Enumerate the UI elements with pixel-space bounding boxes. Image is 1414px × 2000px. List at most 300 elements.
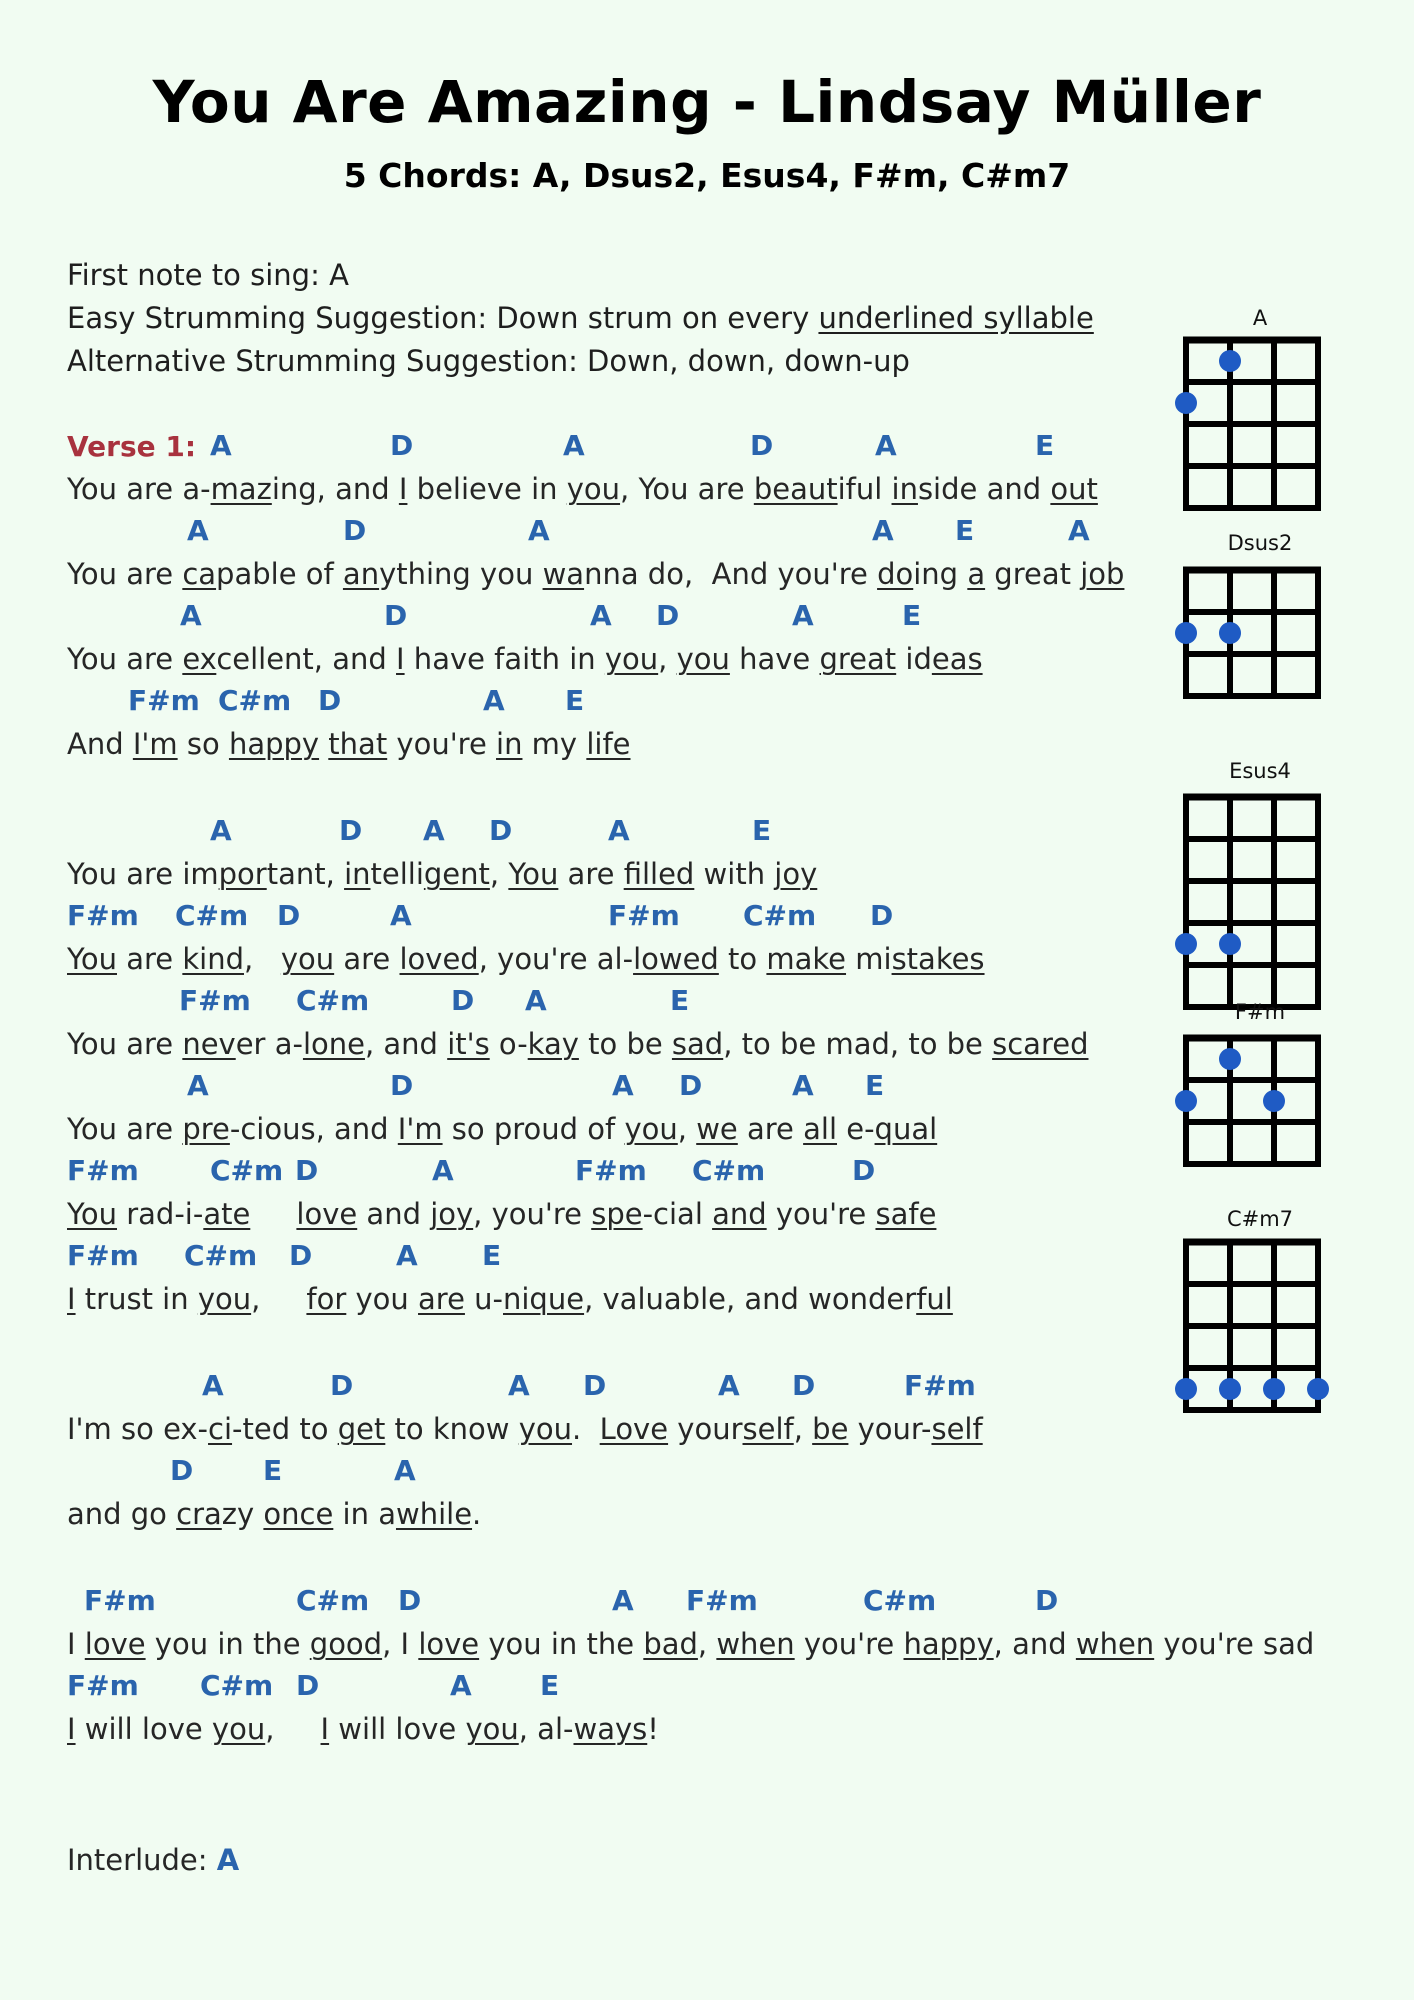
chord-label: E: [955, 514, 975, 547]
strum-syllable: love: [418, 1627, 480, 1661]
chord-summary: 5 Chords: A, Dsus2, Esus4, F#m, C#m7: [343, 156, 1071, 195]
strum-syllable: lowed: [633, 942, 719, 976]
chord-label: D: [343, 514, 367, 547]
lyric-line: [67, 1027, 1089, 1061]
strum-syllable: bad: [643, 1627, 698, 1661]
chord-label: A: [792, 599, 814, 632]
chord-label: A: [187, 514, 209, 547]
lyric-text: and go: [67, 1497, 177, 1531]
chord-label: E: [670, 984, 690, 1017]
easy-strumming-prefix: Easy Strumming Suggestion: Down strum on every: [67, 301, 819, 335]
lyric-text: , al-: [518, 1712, 574, 1746]
chord-label: A: [180, 599, 202, 632]
chord-label: A: [483, 684, 505, 717]
lyric-text: are: [558, 857, 624, 891]
strum-syllable: ex: [182, 642, 217, 676]
lyric-text: , you're al-: [478, 942, 634, 976]
chord-label: D: [384, 599, 408, 632]
chord-row: [0, 1584, 1200, 1620]
chord-label: D: [750, 429, 774, 462]
chord-label: A: [390, 899, 412, 932]
lyric-text: ,: [251, 1282, 307, 1316]
lyric-text: ,: [265, 1712, 321, 1746]
strum-syllable: joy: [774, 857, 818, 891]
lyric-text: And: [67, 727, 133, 761]
chord-row: [0, 514, 1200, 550]
chord-label: C#m: [218, 684, 292, 717]
strum-syllable: loved: [399, 942, 479, 976]
chord-label: D: [398, 1584, 422, 1617]
strum-syllable: you: [197, 1282, 252, 1316]
chord-diagram-label: A: [1252, 306, 1268, 330]
chord-label: E: [565, 684, 585, 717]
chord-label: E: [263, 1454, 283, 1487]
strum-syllable: you: [280, 942, 335, 976]
lyric-text: to know: [385, 1412, 519, 1446]
chord-label: D: [170, 1454, 194, 1487]
lyric-text: you're: [766, 1197, 876, 1231]
chord-label: F#m: [67, 1669, 139, 1702]
strum-syllable: out: [1050, 472, 1098, 506]
chord-label: A: [563, 429, 585, 462]
strum-syllable: I'm: [132, 727, 178, 761]
lyric-text: id: [896, 642, 932, 676]
strum-syllable: self: [742, 1412, 794, 1446]
chord-label: A: [423, 814, 445, 847]
chord-label: E: [865, 1069, 885, 1102]
strum-syllable: ways: [573, 1712, 648, 1746]
lyric-text: ing: [913, 557, 968, 591]
lyric-text: , You are: [620, 472, 754, 506]
lyric-text: , to be mad, to be: [723, 1027, 993, 1061]
interlude-line: [67, 1843, 239, 1877]
strum-syllable: in: [891, 472, 918, 506]
chord-label: F#m: [67, 1154, 139, 1187]
lyric-text: , I: [382, 1627, 419, 1661]
strum-syllable: you: [624, 1112, 678, 1146]
strum-syllable: when: [716, 1627, 795, 1661]
chord-label: F#m: [179, 984, 251, 1017]
chord-row: [0, 1669, 1200, 1705]
lyric-text: pable of: [216, 557, 343, 591]
lyric-text: ,: [658, 642, 677, 676]
chord-row: [0, 599, 1200, 635]
chord-diagram-label: F#m: [1234, 1000, 1286, 1024]
lyric-line: [67, 1712, 659, 1746]
chord-label: D: [489, 814, 513, 847]
lyric-line: [67, 472, 1098, 506]
lyric-text: -cial: [642, 1197, 713, 1231]
strum-syllable: kind: [182, 942, 244, 976]
strum-syllable: qual: [874, 1112, 938, 1146]
strum-syllable: You: [67, 1197, 117, 1231]
lyric-text: with: [694, 857, 775, 891]
lyric-line: [67, 557, 1124, 591]
lyric-text: I'm so ex-: [67, 1412, 209, 1446]
lyric-line: [67, 727, 631, 761]
lyric-text: you in the: [479, 1627, 644, 1661]
lyric-text: iful: [837, 472, 892, 506]
lyric-text: cellent, and: [216, 642, 397, 676]
lyric-line: [67, 942, 985, 976]
chord-diagram-label: Esus4: [1229, 759, 1291, 783]
chord-label: D: [451, 984, 475, 1017]
chord-label: A: [432, 1154, 454, 1187]
lyric-text: are: [737, 1112, 804, 1146]
lyric-text: ything you: [379, 557, 543, 591]
lyric-text: !: [647, 1712, 659, 1746]
strum-syllable: all: [803, 1112, 838, 1146]
lyric-text: you in the: [145, 1627, 310, 1661]
verse-label: Verse 1:: [67, 430, 197, 463]
lyric-text: tant,: [266, 857, 345, 891]
strum-syllable: and: [712, 1197, 767, 1231]
lyric-text: , and: [993, 1627, 1076, 1661]
lyric-text: ,: [697, 1627, 717, 1661]
lyric-text: You are im: [67, 857, 219, 891]
lyric-line: [67, 642, 983, 676]
chord-label: A: [528, 514, 550, 547]
strum-syllable: great: [819, 642, 897, 676]
lyric-text: ing, and: [271, 472, 399, 506]
lyric-text: o-: [489, 1027, 528, 1061]
lyric-line: [67, 1197, 936, 1231]
lyric-text: side and: [917, 472, 1051, 506]
chord-label: A: [792, 1069, 814, 1102]
finger-dot: [1263, 1090, 1285, 1112]
strum-syllable: I: [396, 642, 405, 676]
strum-syllable: when: [1075, 1627, 1155, 1661]
chord-label: C#m: [296, 984, 370, 1017]
chord-row: [0, 1239, 1200, 1275]
finger-dot: [1307, 1378, 1329, 1400]
chord-row: [0, 984, 1200, 1020]
chord-label: A: [202, 1369, 224, 1402]
strum-syllable: once: [263, 1497, 334, 1531]
strum-syllable: kay: [527, 1027, 579, 1061]
chord-label: E: [482, 1239, 502, 1272]
lyric-text: to: [718, 942, 767, 976]
strum-syllable: I: [67, 1712, 76, 1746]
strum-syllable: sad: [671, 1027, 724, 1061]
lyric-text: -ted to: [232, 1412, 338, 1446]
easy-strumming-text: [67, 301, 1094, 335]
chord-label: D: [656, 599, 680, 632]
strum-syllable: maz: [210, 472, 272, 506]
strum-syllable: get: [337, 1412, 386, 1446]
lyric-line: [67, 1627, 1314, 1661]
chord-label: D: [1035, 1584, 1059, 1617]
finger-dot: [1219, 350, 1241, 372]
chord-label: C#m: [175, 899, 249, 932]
chord-label: E: [1035, 429, 1055, 462]
chord-label: D: [870, 899, 894, 932]
chord-label: A: [187, 1069, 209, 1102]
lyric-text: have faith in: [404, 642, 605, 676]
lyric-text: will love: [75, 1712, 212, 1746]
chord-label: C#m: [210, 1154, 284, 1187]
chord-label: F#m: [128, 684, 200, 717]
lyric-text: , you're: [473, 1197, 592, 1231]
finger-dot: [1175, 1378, 1197, 1400]
lyric-text: you're sad: [1154, 1627, 1315, 1661]
chord-label: D: [339, 814, 363, 847]
lyric-text: will love: [329, 1712, 466, 1746]
lyric-text: you: [346, 1282, 419, 1316]
lyric-text: .: [572, 1412, 600, 1446]
strum-syllable: life: [586, 727, 631, 761]
chord-row: [0, 1154, 1200, 1190]
lyric-text: , valuable, and wonder: [584, 1282, 917, 1316]
lyric-text: u-: [464, 1282, 503, 1316]
chord-label: D: [852, 1154, 876, 1187]
fretboard-grid: [1174, 1034, 1334, 1180]
strum-syllable: You: [67, 942, 117, 976]
chord-label: A: [210, 429, 232, 462]
lyric-text: great: [985, 557, 1081, 591]
lyric-line: [67, 1412, 983, 1446]
strum-syllable: you: [518, 1412, 573, 1446]
strum-syllable: stakes: [891, 942, 985, 976]
chord-label: A: [394, 1454, 416, 1487]
lyric-text: your: [668, 1412, 743, 1446]
strum-syllable: ci: [208, 1412, 233, 1446]
strum-syllable: good: [309, 1627, 383, 1661]
strum-syllable: while: [395, 1497, 473, 1531]
lyric-text: ,: [793, 1412, 813, 1446]
strum-syllable: pre: [182, 1112, 230, 1146]
lyric-text: you're: [794, 1627, 904, 1661]
lyric-line: [67, 1112, 937, 1146]
finger-dot: [1219, 622, 1241, 644]
lyric-text: ,: [243, 942, 281, 976]
strum-syllable: make: [766, 942, 847, 976]
strum-syllable: spe: [591, 1197, 643, 1231]
finger-dot: [1219, 933, 1241, 955]
chord-label: C#m: [200, 1669, 274, 1702]
strum-syllable: it's: [447, 1027, 490, 1061]
strum-syllable: an: [342, 557, 380, 591]
lyric-text: You are: [67, 1112, 183, 1146]
fretboard-grid: [1174, 793, 1334, 1023]
chord-label: D: [390, 429, 414, 462]
lyric-text: you're: [387, 727, 497, 761]
chord-row: [0, 899, 1200, 935]
lyric-line: [67, 857, 817, 891]
lyric-text: and: [357, 1197, 431, 1231]
strum-syllable: ca: [182, 557, 217, 591]
strum-syllable: job: [1080, 557, 1125, 591]
chord-label: A: [872, 514, 894, 547]
chord-label: A: [450, 1669, 472, 1702]
strum-syllable: joy: [430, 1197, 474, 1231]
strum-syllable: safe: [875, 1197, 937, 1231]
strum-syllable: be: [812, 1412, 849, 1446]
strum-syllable: happy: [228, 727, 320, 761]
chord-label: A: [718, 1369, 740, 1402]
strum-syllable: wa: [542, 557, 585, 591]
lyric-text: believe in: [407, 472, 567, 506]
lyric-text: trust in: [75, 1282, 198, 1316]
strum-syllable: I: [67, 1282, 76, 1316]
strum-syllable: I: [320, 1712, 330, 1746]
finger-dot: [1175, 933, 1197, 955]
chord-label: D: [289, 1239, 313, 1272]
strum-syllable: you: [566, 472, 621, 506]
strum-syllable: in: [344, 857, 371, 891]
strum-syllable: cra: [176, 1497, 222, 1531]
lyric-text: are: [117, 942, 183, 976]
chord-label: E: [752, 814, 772, 847]
chord-label: D: [318, 684, 342, 717]
chord-label: A: [525, 984, 547, 1017]
lyric-text: You are: [67, 557, 183, 591]
chord-label: A: [508, 1369, 530, 1402]
lyric-text: your-: [848, 1412, 932, 1446]
lyric-text: I: [67, 1627, 85, 1661]
strum-syllable: nique: [503, 1282, 585, 1316]
chord-label: D: [583, 1369, 607, 1402]
lyric-text: , and: [364, 1027, 448, 1061]
alternative-strumming-text: Alternative Strumming Suggestion: Down, down, down-up: [67, 344, 910, 378]
strum-syllable: a: [967, 557, 986, 591]
strum-syllable: beaut: [753, 472, 838, 506]
lyric-line: [67, 1282, 953, 1316]
first-note-text: First note to sing: A: [67, 258, 349, 292]
finger-dot: [1175, 1090, 1197, 1112]
chord-label: F#m: [67, 1239, 139, 1272]
strum-syllable: you: [604, 642, 659, 676]
finger-dot: [1263, 1378, 1285, 1400]
lyric-text: in a: [333, 1497, 396, 1531]
strum-syllable: you: [465, 1712, 519, 1746]
lyric-text: are: [334, 942, 400, 976]
chord-label: D: [792, 1369, 816, 1402]
chord-label: A: [210, 814, 232, 847]
chord-label: D: [390, 1069, 414, 1102]
chord-label: A: [612, 1584, 634, 1617]
chord-label: F#m: [67, 899, 139, 932]
chord-row: [0, 1069, 1200, 1105]
chord-label: E: [540, 1669, 560, 1702]
chord-row: [0, 1454, 1200, 1490]
finger-dot: [1219, 1048, 1241, 1070]
lyric-text: .: [472, 1497, 482, 1531]
underlined-syllable-text: underlined syllable: [818, 301, 1094, 335]
chord-label: D: [296, 1669, 320, 1702]
chord-label: C#m: [863, 1584, 937, 1617]
strum-syllable: por: [218, 857, 267, 891]
strum-syllable: love: [296, 1197, 358, 1231]
strum-syllable: for: [306, 1282, 347, 1316]
strum-syllable: ful: [916, 1282, 953, 1316]
chord-label: C#m: [692, 1154, 766, 1187]
finger-dot: [1175, 392, 1197, 414]
lyric-text: telli: [370, 857, 424, 891]
chord-diagram-label: C#m7: [1226, 1207, 1294, 1231]
lyric-text: e-: [837, 1112, 875, 1146]
strum-syllable: filled: [623, 857, 695, 891]
chord-label: C#m: [184, 1239, 258, 1272]
lyric-text: to be: [578, 1027, 672, 1061]
chord-label: F#m: [575, 1154, 647, 1187]
strum-syllable: Love: [599, 1412, 669, 1446]
chord-row: [0, 1369, 1200, 1405]
lyric-text: my: [522, 727, 587, 761]
strum-syllable: you: [211, 1712, 266, 1746]
lyric-text: mi: [846, 942, 892, 976]
chord-label: A: [590, 599, 612, 632]
strum-syllable: happy: [903, 1627, 994, 1661]
chord-label: A: [1068, 514, 1090, 547]
strum-syllable: are: [418, 1282, 465, 1316]
finger-dot: [1219, 1378, 1241, 1400]
strum-syllable: in: [496, 727, 523, 761]
page-title: You Are Amazing - Lindsay Müller: [152, 68, 1262, 136]
finger-dot: [1175, 622, 1197, 644]
chord-label: D: [295, 1154, 319, 1187]
chord-label: D: [330, 1369, 354, 1402]
interlude-label: Interlude:: [67, 1843, 217, 1877]
strum-syllable: self: [931, 1412, 983, 1446]
lyric-line: [67, 1497, 481, 1531]
fretboard-grid: [1174, 336, 1334, 524]
lyric-text: You are a-: [67, 472, 211, 506]
strum-syllable: nev: [182, 1027, 236, 1061]
chord-label: A: [875, 429, 897, 462]
chord-label: A: [396, 1239, 418, 1272]
chord-row: [0, 684, 1200, 720]
strum-syllable: do: [877, 557, 914, 591]
strum-syllable: gent: [423, 857, 490, 891]
lyric-text: so: [177, 727, 229, 761]
lyric-text: rad-i-: [117, 1197, 204, 1231]
strum-syllable: I: [398, 472, 408, 506]
chord-label: E: [902, 599, 922, 632]
lyric-text: have: [729, 642, 820, 676]
chord-label: D: [277, 899, 301, 932]
chord-diagram-label: Dsus2: [1227, 531, 1293, 555]
chord-label: A: [612, 1069, 634, 1102]
chord-row: [0, 429, 1200, 465]
chord-label: F#m: [904, 1369, 976, 1402]
strum-syllable: we: [696, 1112, 738, 1146]
strum-syllable: eas: [931, 642, 983, 676]
lyric-text: er a-: [235, 1027, 303, 1061]
chord-label: F#m: [608, 899, 680, 932]
strum-syllable: scared: [992, 1027, 1089, 1061]
lyric-text: ,: [677, 1112, 697, 1146]
lyric-text: [319, 727, 328, 761]
chord-label: C#m: [743, 899, 817, 932]
strum-syllable: that: [328, 727, 388, 761]
chord-label: F#m: [686, 1584, 758, 1617]
strum-syllable: you: [676, 642, 730, 676]
chord-row: [0, 814, 1200, 850]
chord-label: A: [608, 814, 630, 847]
strum-syllable: lone: [302, 1027, 365, 1061]
chord-label: D: [679, 1069, 703, 1102]
lyric-text: ,: [489, 857, 509, 891]
fretboard-grid: [1174, 566, 1334, 712]
lyric-text: so proud of: [442, 1112, 625, 1146]
lyric-text: [250, 1197, 296, 1231]
chord-label: C#m: [296, 1584, 370, 1617]
lyric-text: You are: [67, 1027, 183, 1061]
lyric-text: nna do, And you're: [584, 557, 878, 591]
strum-syllable: ate: [203, 1197, 251, 1231]
lyric-text: -cious, and: [229, 1112, 398, 1146]
